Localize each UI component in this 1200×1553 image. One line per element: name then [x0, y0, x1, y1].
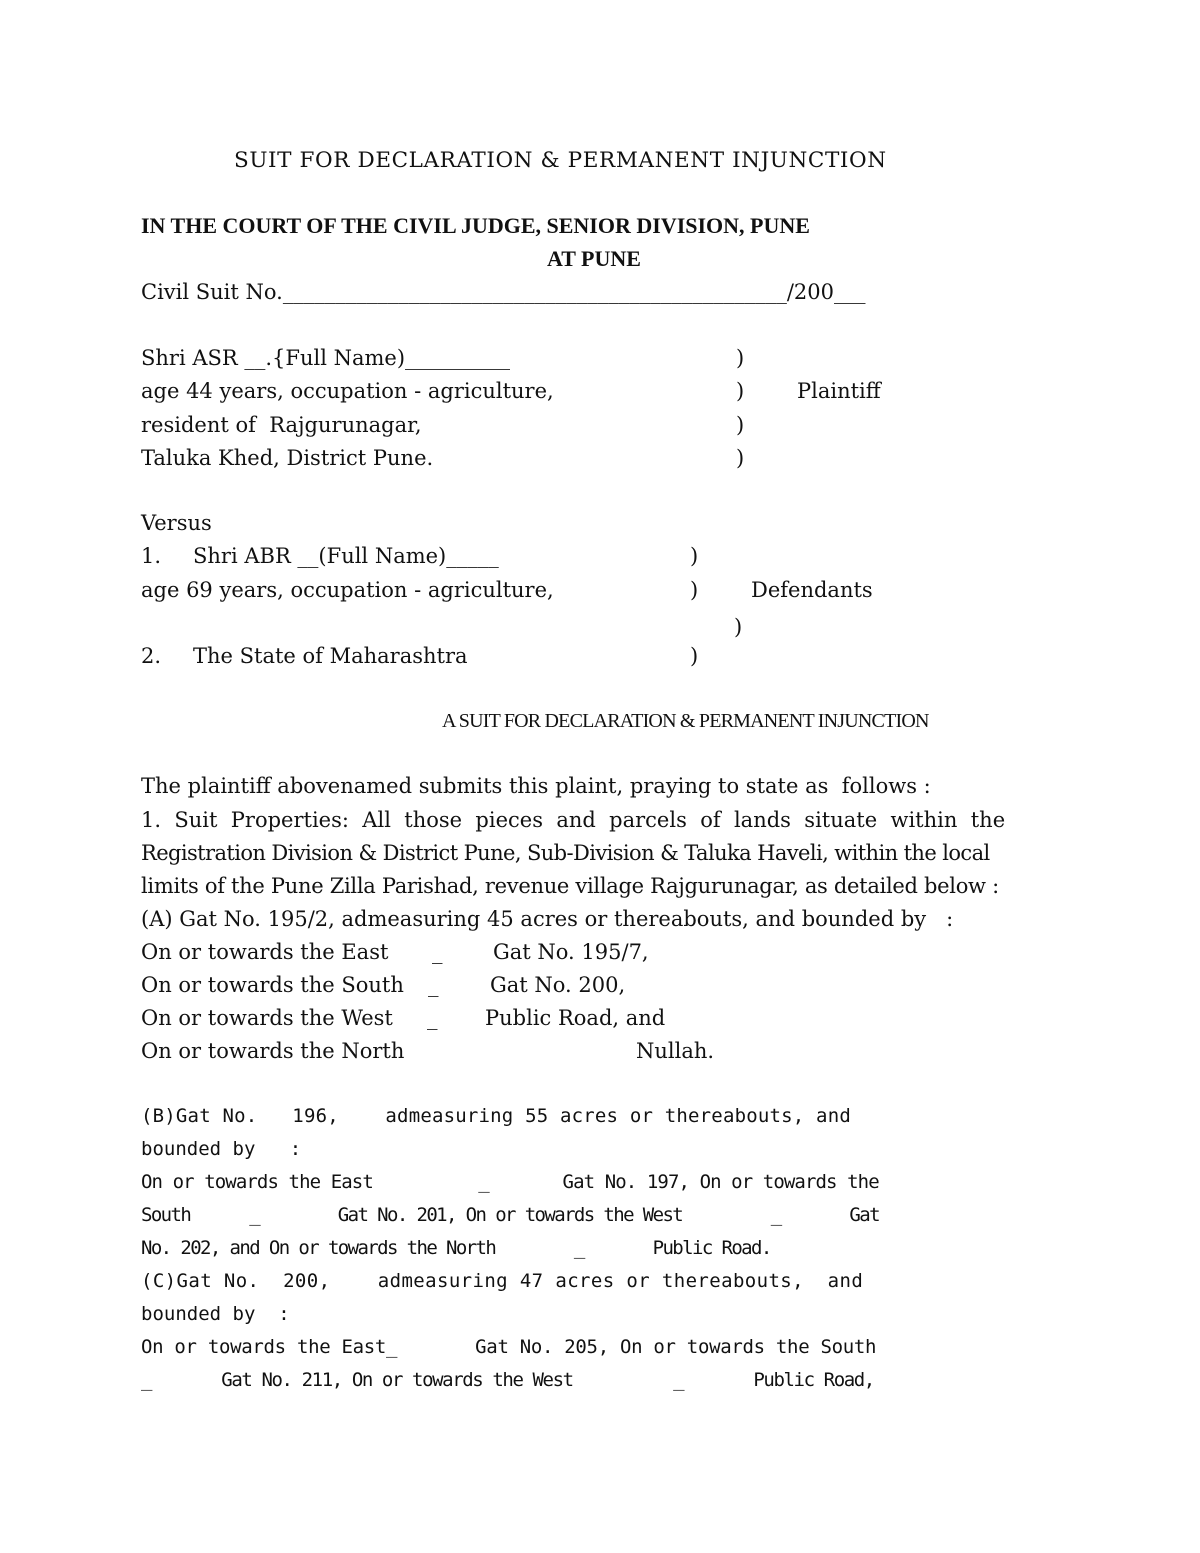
- body-line-2: 1. Suit Properties: All those pieces and parcels of lands situate within the: [141, 808, 1006, 832]
- property-b-line-1: (B)Gat No. 196, admeasuring 55 acres or thereabouts, and: [141, 1105, 851, 1127]
- document-title: SUIT FOR DECLARATION & PERMANENT INJUNCTION: [234, 148, 887, 173]
- plaintiff-line-3: resident of Rajgurunagar,: [141, 413, 422, 437]
- defendant-1-number: 1.: [141, 544, 162, 568]
- property-c-line-2: bounded by :: [141, 1303, 290, 1325]
- boundary-separator: _: [432, 940, 443, 964]
- boundary-value: Gat No. 200,: [490, 973, 626, 997]
- defendants-paren: ): [690, 544, 699, 568]
- plaintiff-paren: ): [736, 446, 745, 470]
- boundary-separator: _: [427, 1006, 438, 1030]
- court-name-line2: AT PUNE: [547, 246, 641, 271]
- boundary-side: On or towards the North: [141, 1039, 405, 1063]
- boundary-side: On or towards the West: [141, 1006, 393, 1030]
- plaintiff-paren: ): [736, 379, 745, 403]
- plaintiff-paren: ): [736, 413, 745, 437]
- boundary-separator: _: [428, 973, 439, 997]
- defendant-2-number: 2.: [141, 644, 162, 668]
- property-c-line-3: On or towards the East_ Gat No. 205, On or towards the South: [141, 1336, 877, 1358]
- boundary-side: On or towards the East: [141, 940, 389, 964]
- civil-suit-number: Civil Suit No.________________________________________________/200___: [141, 280, 866, 304]
- defendants-paren: ): [734, 615, 743, 639]
- boundary-value: Nullah.: [636, 1039, 715, 1063]
- property-c-line-4: _ Gat No. 211, On or towards the West _ Public Road,: [141, 1369, 874, 1391]
- defendants-label: Defendants: [751, 578, 873, 602]
- plaintiff-label: Plaintiff: [797, 379, 881, 403]
- body-line-1: The plaintiff abovenamed submits this plaint, praying to state as follows :: [141, 774, 931, 798]
- section-heading: A SUIT FOR DECLARATION & PERMANENT INJUNCTION: [442, 710, 929, 732]
- body-line-4: limits of the Pune Zilla Parishad, revenue village Rajgurunagar, as detailed below :: [141, 874, 999, 898]
- boundary-value: Gat No. 195/7,: [493, 940, 649, 964]
- property-b-line-2: bounded by :: [141, 1138, 302, 1160]
- defendants-paren: ): [690, 578, 699, 602]
- body-line-3: Registration Division & District Pune, Sub-Division & Taluka Haveli, within the local: [141, 841, 990, 865]
- plaintiff-line-2: age 44 years, occupation - agriculture,: [141, 379, 554, 403]
- body-line-5: (A) Gat No. 195/2, admeasuring 45 acres or thereabouts, and bounded by :: [141, 907, 954, 931]
- defendants-paren: ): [690, 644, 699, 668]
- defendant-1-name: Shri ABR __(Full Name)_____: [193, 544, 499, 568]
- boundary-side: On or towards the South: [141, 973, 404, 997]
- property-b-line-3: On or towards the East _ Gat No. 197, On or towards the: [141, 1171, 879, 1193]
- court-name-line1: IN THE COURT OF THE CIVIL JUDGE, SENIOR DIVISION, PUNE: [141, 213, 810, 238]
- property-b-line-5: No. 202, and On or towards the North _ Public Road.: [141, 1237, 771, 1259]
- versus-label: Versus: [141, 511, 212, 535]
- defendant-2-name: The State of Maharashtra: [193, 644, 468, 668]
- property-c-line-1: (C)Gat No. 200, admeasuring 47 acres or thereabouts, and: [141, 1270, 864, 1292]
- defendant-1-age: age 69 years, occupation - agriculture,: [141, 578, 554, 602]
- property-b-line-4: South _ Gat No. 201, On or towards the West _ Gat: [141, 1204, 879, 1226]
- boundary-value: Public Road, and: [485, 1006, 666, 1030]
- plaintiff-line-4: Taluka Khed, District Pune.: [141, 446, 434, 470]
- plaintiff-paren: ): [736, 346, 745, 370]
- plaintiff-line-1: Shri ASR __.{Full Name)__________: [141, 346, 511, 370]
